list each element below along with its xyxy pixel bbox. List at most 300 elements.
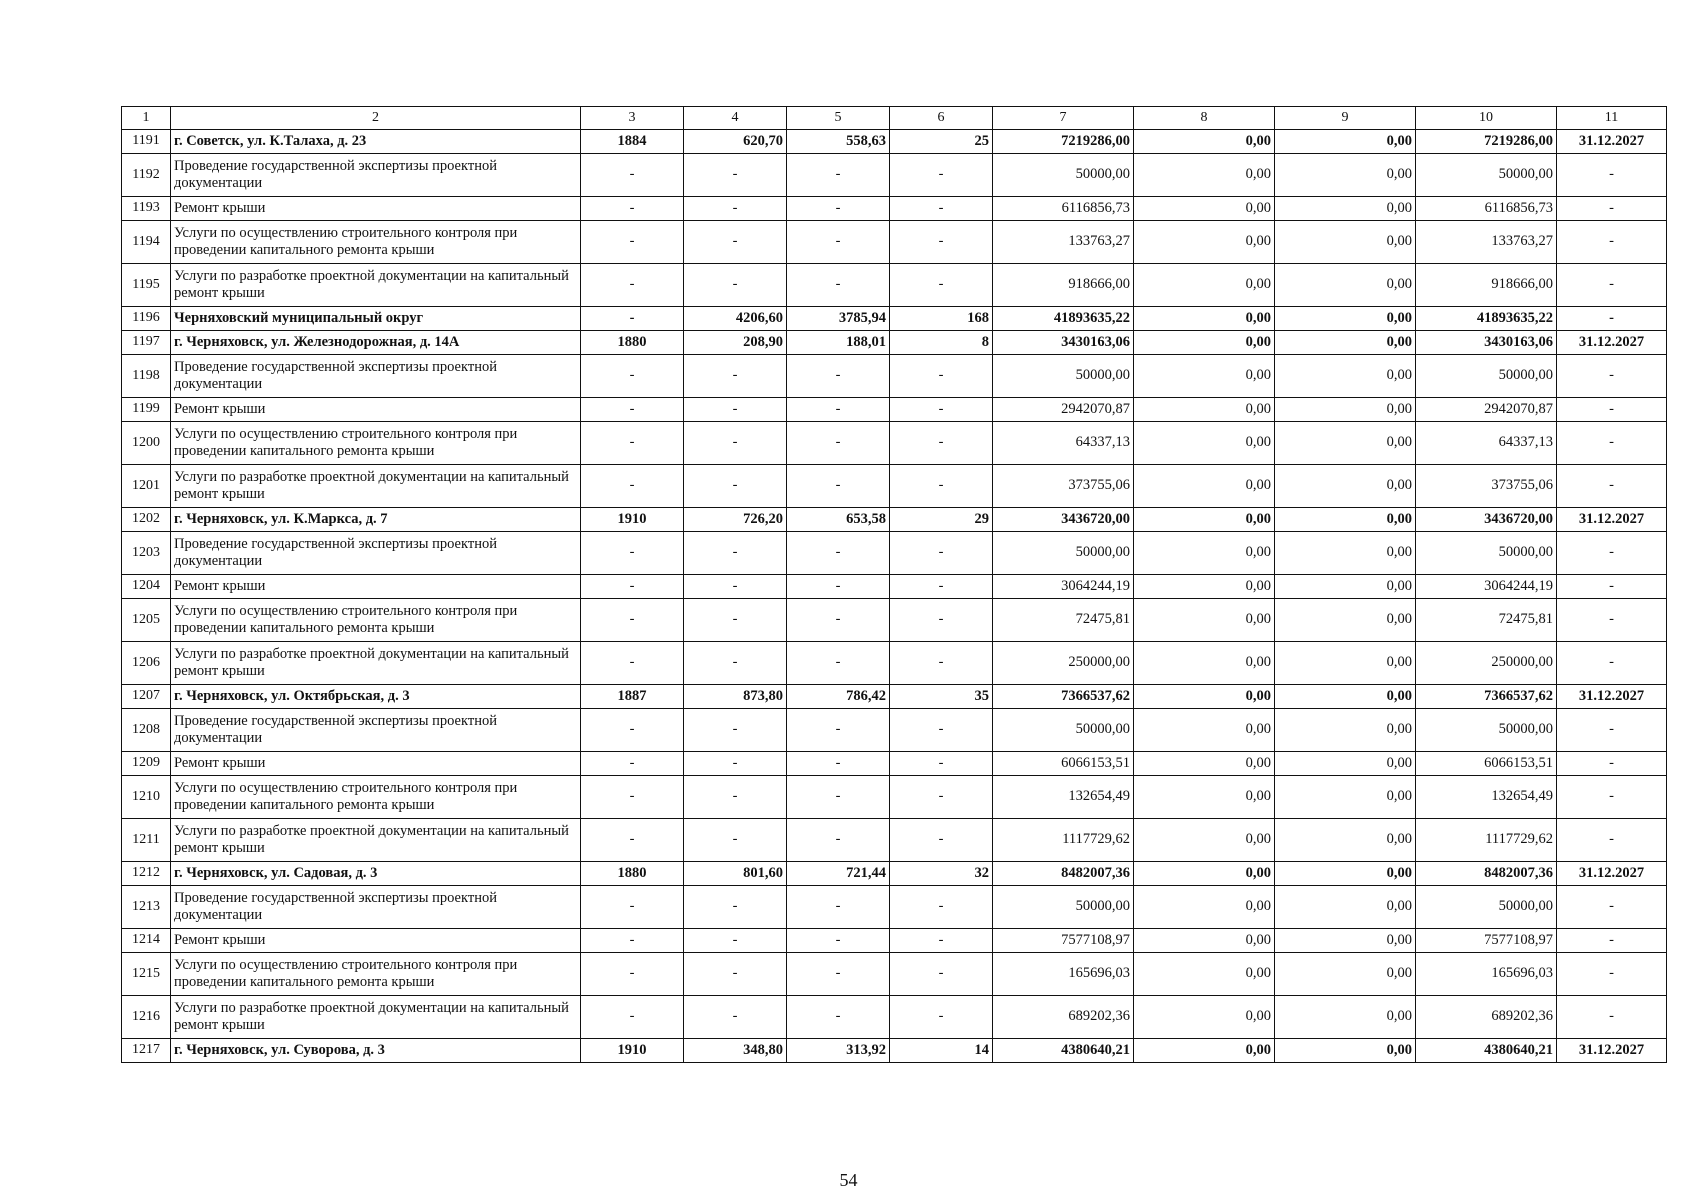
value-cell: - [890, 154, 993, 197]
amount-cell: 8482007,36 [993, 862, 1134, 886]
amount-cell: 0,00 [1275, 355, 1416, 398]
row-number-cell: 1212 [122, 862, 171, 886]
amount-cell: 7219286,00 [993, 130, 1134, 154]
date-cell: 31.12.2027 [1557, 685, 1667, 709]
amount-cell: 0,00 [1134, 532, 1275, 575]
year-cell: - [581, 642, 684, 685]
amount-cell: 8482007,36 [1416, 862, 1557, 886]
amount-cell: 50000,00 [993, 154, 1134, 197]
column-header: 2 [171, 107, 581, 130]
value-cell: 25 [890, 130, 993, 154]
amount-cell: 0,00 [1275, 331, 1416, 355]
row-name-cell: Черняховский муниципальный округ [171, 307, 581, 331]
value-cell: - [684, 886, 787, 929]
date-cell: - [1557, 355, 1667, 398]
amount-cell: 132654,49 [1416, 776, 1557, 819]
amount-cell: 6116856,73 [993, 197, 1134, 221]
row-name-cell: Услуги по осуществлению строительного контроля при проведении капитального ремонта крыши [171, 953, 581, 996]
date-cell: - [1557, 398, 1667, 422]
value-cell: 801,60 [684, 862, 787, 886]
value-cell: 653,58 [787, 508, 890, 532]
row-name-cell: Проведение государственной экспертизы проектной документации [171, 154, 581, 197]
year-cell: - [581, 398, 684, 422]
amount-cell: 0,00 [1275, 776, 1416, 819]
value-cell: - [787, 465, 890, 508]
date-cell: - [1557, 599, 1667, 642]
amount-cell: 50000,00 [993, 709, 1134, 752]
table-body [122, 107, 1667, 1063]
amount-cell: 0,00 [1275, 685, 1416, 709]
table-row [122, 331, 1667, 355]
row-number-cell: 1209 [122, 752, 171, 776]
value-cell: - [787, 599, 890, 642]
amount-cell: 0,00 [1275, 508, 1416, 532]
row-number-cell: 1199 [122, 398, 171, 422]
row-number-cell: 1193 [122, 197, 171, 221]
value-cell: - [684, 929, 787, 953]
year-cell: - [581, 307, 684, 331]
column-header: 11 [1557, 107, 1667, 130]
amount-cell: 3064244,19 [993, 575, 1134, 599]
amount-cell: 0,00 [1275, 130, 1416, 154]
amount-cell: 50000,00 [1416, 532, 1557, 575]
amount-cell: 50000,00 [1416, 154, 1557, 197]
row-name-cell: г. Черняховск, ул. Суворова, д. 3 [171, 1039, 581, 1063]
date-cell: 31.12.2027 [1557, 508, 1667, 532]
value-cell: - [787, 532, 890, 575]
amount-cell: 0,00 [1275, 1039, 1416, 1063]
value-cell: - [787, 642, 890, 685]
value-cell: 348,80 [684, 1039, 787, 1063]
amount-cell: 0,00 [1275, 886, 1416, 929]
value-cell: - [890, 398, 993, 422]
date-cell: 31.12.2027 [1557, 862, 1667, 886]
row-name-cell: Проведение государственной экспертизы проектной документации [171, 886, 581, 929]
date-cell: - [1557, 996, 1667, 1039]
value-cell: - [684, 819, 787, 862]
year-cell: - [581, 154, 684, 197]
column-header: 9 [1275, 107, 1416, 130]
year-cell: - [581, 819, 684, 862]
row-number-cell: 1203 [122, 532, 171, 575]
value-cell: - [684, 575, 787, 599]
value-cell: 8 [890, 331, 993, 355]
amount-cell: 3430163,06 [1416, 331, 1557, 355]
row-number-cell: 1217 [122, 1039, 171, 1063]
amount-cell: 0,00 [1134, 422, 1275, 465]
row-number-cell: 1197 [122, 331, 171, 355]
column-header: 8 [1134, 107, 1275, 130]
value-cell: - [890, 465, 993, 508]
value-cell: - [684, 154, 787, 197]
value-cell: - [890, 953, 993, 996]
date-cell: - [1557, 154, 1667, 197]
row-name-cell: Услуги по осуществлению строительного контроля при проведении капитального ремонта крыши [171, 776, 581, 819]
amount-cell: 0,00 [1134, 929, 1275, 953]
amount-cell: 7577108,97 [1416, 929, 1557, 953]
amount-cell: 373755,06 [993, 465, 1134, 508]
table-row [122, 862, 1667, 886]
value-cell: - [684, 709, 787, 752]
amount-cell: 4380640,21 [993, 1039, 1134, 1063]
year-cell: 1887 [581, 685, 684, 709]
amount-cell: 0,00 [1134, 953, 1275, 996]
amount-cell: 0,00 [1275, 197, 1416, 221]
amount-cell: 0,00 [1134, 685, 1275, 709]
value-cell: - [787, 929, 890, 953]
amount-cell: 0,00 [1275, 532, 1416, 575]
row-number-cell: 1200 [122, 422, 171, 465]
value-cell: - [890, 709, 993, 752]
amount-cell: 50000,00 [1416, 355, 1557, 398]
date-cell: - [1557, 264, 1667, 307]
amount-cell: 50000,00 [1416, 886, 1557, 929]
column-header: 4 [684, 107, 787, 130]
date-cell: - [1557, 886, 1667, 929]
amount-cell: 0,00 [1134, 264, 1275, 307]
year-cell: - [581, 465, 684, 508]
amount-cell: 0,00 [1275, 752, 1416, 776]
value-cell: - [787, 154, 890, 197]
amount-cell: 0,00 [1275, 154, 1416, 197]
amount-cell: 3430163,06 [993, 331, 1134, 355]
amount-cell: 72475,81 [1416, 599, 1557, 642]
row-number-cell: 1206 [122, 642, 171, 685]
value-cell: 3785,94 [787, 307, 890, 331]
table-row [122, 685, 1667, 709]
year-cell: - [581, 709, 684, 752]
amount-cell: 0,00 [1275, 929, 1416, 953]
amount-cell: 0,00 [1134, 307, 1275, 331]
amount-cell: 689202,36 [993, 996, 1134, 1039]
row-number-cell: 1213 [122, 886, 171, 929]
table-row [122, 886, 1667, 929]
value-cell: - [787, 355, 890, 398]
amount-cell: 0,00 [1134, 1039, 1275, 1063]
amount-cell: 0,00 [1134, 599, 1275, 642]
table-row [122, 752, 1667, 776]
amount-cell: 0,00 [1275, 422, 1416, 465]
amount-cell: 6116856,73 [1416, 197, 1557, 221]
table-row [122, 819, 1667, 862]
value-cell: 35 [890, 685, 993, 709]
row-number-cell: 1202 [122, 508, 171, 532]
year-cell: - [581, 355, 684, 398]
amount-cell: 0,00 [1134, 197, 1275, 221]
row-number-cell: 1194 [122, 221, 171, 264]
value-cell: - [890, 819, 993, 862]
amount-cell: 0,00 [1275, 642, 1416, 685]
amount-cell: 0,00 [1134, 862, 1275, 886]
row-name-cell: г. Черняховск, ул. Железнодорожная, д. 14А [171, 331, 581, 355]
value-cell: - [890, 532, 993, 575]
row-name-cell: Услуги по осуществлению строительного контроля при проведении капитального ремонта крыши [171, 221, 581, 264]
amount-cell: 3064244,19 [1416, 575, 1557, 599]
table-row [122, 599, 1667, 642]
date-cell: - [1557, 776, 1667, 819]
row-number-cell: 1214 [122, 929, 171, 953]
date-cell: - [1557, 307, 1667, 331]
value-cell: 14 [890, 1039, 993, 1063]
amount-cell: 0,00 [1134, 996, 1275, 1039]
row-number-cell: 1215 [122, 953, 171, 996]
date-cell: - [1557, 422, 1667, 465]
value-cell: - [890, 264, 993, 307]
year-cell: - [581, 929, 684, 953]
row-name-cell: Ремонт крыши [171, 752, 581, 776]
row-name-cell: Услуги по разработке проектной документации на капитальный ремонт крыши [171, 264, 581, 307]
amount-cell: 0,00 [1275, 221, 1416, 264]
amount-cell: 50000,00 [993, 532, 1134, 575]
table-row [122, 398, 1667, 422]
value-cell: - [684, 465, 787, 508]
value-cell: - [684, 752, 787, 776]
value-cell: - [890, 575, 993, 599]
value-cell: - [684, 776, 787, 819]
value-cell: - [890, 752, 993, 776]
amount-cell: 250000,00 [1416, 642, 1557, 685]
value-cell: - [684, 532, 787, 575]
row-name-cell: Услуги по разработке проектной документации на капитальный ремонт крыши [171, 996, 581, 1039]
table-row [122, 221, 1667, 264]
table-row [122, 532, 1667, 575]
value-cell: - [684, 953, 787, 996]
date-cell: - [1557, 197, 1667, 221]
column-number-header-row [122, 107, 1667, 130]
table-row [122, 1039, 1667, 1063]
table-row [122, 508, 1667, 532]
amount-cell: 689202,36 [1416, 996, 1557, 1039]
date-cell: - [1557, 709, 1667, 752]
amount-cell: 0,00 [1275, 709, 1416, 752]
table-row [122, 465, 1667, 508]
row-name-cell: Проведение государственной экспертизы проектной документации [171, 709, 581, 752]
year-cell: - [581, 886, 684, 929]
value-cell: 786,42 [787, 685, 890, 709]
row-number-cell: 1198 [122, 355, 171, 398]
amount-cell: 0,00 [1275, 996, 1416, 1039]
year-cell: 1884 [581, 130, 684, 154]
value-cell: - [890, 422, 993, 465]
year-cell: - [581, 575, 684, 599]
value-cell: 313,92 [787, 1039, 890, 1063]
table-row [122, 422, 1667, 465]
year-cell: - [581, 599, 684, 642]
amount-cell: 0,00 [1134, 709, 1275, 752]
column-header: 3 [581, 107, 684, 130]
table-row [122, 996, 1667, 1039]
column-header: 1 [122, 107, 171, 130]
row-name-cell: Услуги по разработке проектной документации на капитальный ремонт крыши [171, 642, 581, 685]
row-name-cell: Ремонт крыши [171, 197, 581, 221]
amount-cell: 72475,81 [993, 599, 1134, 642]
row-number-cell: 1195 [122, 264, 171, 307]
year-cell: - [581, 264, 684, 307]
table-row [122, 709, 1667, 752]
value-cell: - [890, 929, 993, 953]
value-cell: - [787, 398, 890, 422]
value-cell: - [787, 264, 890, 307]
amount-cell: 0,00 [1134, 642, 1275, 685]
amount-cell: 3436720,00 [1416, 508, 1557, 532]
value-cell: - [890, 599, 993, 642]
row-number-cell: 1201 [122, 465, 171, 508]
value-cell: - [787, 776, 890, 819]
value-cell: - [684, 398, 787, 422]
value-cell: - [787, 886, 890, 929]
value-cell: - [684, 996, 787, 1039]
date-cell: - [1557, 953, 1667, 996]
row-name-cell: г. Черняховск, ул. Садовая, д. 3 [171, 862, 581, 886]
amount-cell: 64337,13 [1416, 422, 1557, 465]
value-cell: 32 [890, 862, 993, 886]
value-cell: 168 [890, 307, 993, 331]
value-cell: - [787, 953, 890, 996]
amount-cell: 50000,00 [993, 355, 1134, 398]
amount-cell: 1117729,62 [993, 819, 1134, 862]
table-row [122, 264, 1667, 307]
amount-cell: 0,00 [1275, 599, 1416, 642]
table-row [122, 929, 1667, 953]
amount-cell: 0,00 [1275, 575, 1416, 599]
amount-cell: 918666,00 [1416, 264, 1557, 307]
amount-cell: 0,00 [1134, 886, 1275, 929]
row-number-cell: 1192 [122, 154, 171, 197]
amount-cell: 41893635,22 [1416, 307, 1557, 331]
value-cell: 188,01 [787, 331, 890, 355]
amount-cell: 0,00 [1275, 307, 1416, 331]
amount-cell: 165696,03 [993, 953, 1134, 996]
column-header: 5 [787, 107, 890, 130]
value-cell: - [684, 197, 787, 221]
value-cell: - [890, 355, 993, 398]
row-number-cell: 1208 [122, 709, 171, 752]
amount-cell: 4380640,21 [1416, 1039, 1557, 1063]
year-cell: 1880 [581, 862, 684, 886]
amount-cell: 0,00 [1275, 264, 1416, 307]
amount-cell: 50000,00 [1416, 709, 1557, 752]
year-cell: - [581, 953, 684, 996]
value-cell: 558,63 [787, 130, 890, 154]
amount-cell: 0,00 [1275, 465, 1416, 508]
row-name-cell: Проведение государственной экспертизы проектной документации [171, 532, 581, 575]
value-cell: - [787, 996, 890, 1039]
year-cell: 1880 [581, 331, 684, 355]
value-cell: - [787, 752, 890, 776]
amount-cell: 250000,00 [993, 642, 1134, 685]
amount-cell: 3436720,00 [993, 508, 1134, 532]
date-cell: 31.12.2027 [1557, 130, 1667, 154]
date-cell: - [1557, 465, 1667, 508]
date-cell: - [1557, 221, 1667, 264]
row-number-cell: 1196 [122, 307, 171, 331]
row-number-cell: 1205 [122, 599, 171, 642]
value-cell: - [787, 819, 890, 862]
value-cell: - [684, 599, 787, 642]
table-row [122, 776, 1667, 819]
row-number-cell: 1191 [122, 130, 171, 154]
row-number-cell: 1211 [122, 819, 171, 862]
amount-cell: 0,00 [1134, 465, 1275, 508]
row-name-cell: г. Черняховск, ул. К.Маркса, д. 7 [171, 508, 581, 532]
amount-cell: 0,00 [1134, 154, 1275, 197]
row-name-cell: Услуги по осуществлению строительного контроля при проведении капитального ремонта крыши [171, 599, 581, 642]
year-cell: - [581, 197, 684, 221]
date-cell: - [1557, 642, 1667, 685]
value-cell: 620,70 [684, 130, 787, 154]
table-row [122, 575, 1667, 599]
value-cell: - [787, 575, 890, 599]
date-cell: 31.12.2027 [1557, 1039, 1667, 1063]
amount-cell: 0,00 [1134, 130, 1275, 154]
amount-cell: 373755,06 [1416, 465, 1557, 508]
date-cell: - [1557, 929, 1667, 953]
amount-cell: 0,00 [1134, 819, 1275, 862]
date-cell: - [1557, 575, 1667, 599]
value-cell: - [890, 776, 993, 819]
value-cell: - [890, 996, 993, 1039]
amount-cell: 0,00 [1275, 819, 1416, 862]
row-name-cell: г. Советск, ул. К.Талаха, д. 23 [171, 130, 581, 154]
year-cell: - [581, 422, 684, 465]
amount-cell: 132654,49 [993, 776, 1134, 819]
amount-cell: 0,00 [1275, 862, 1416, 886]
year-cell: 1910 [581, 508, 684, 532]
year-cell: - [581, 752, 684, 776]
amount-cell: 7366537,62 [993, 685, 1134, 709]
amount-cell: 0,00 [1134, 331, 1275, 355]
year-cell: - [581, 996, 684, 1039]
value-cell: - [684, 264, 787, 307]
year-cell: - [581, 221, 684, 264]
row-name-cell: г. Черняховск, ул. Октябрьская, д. 3 [171, 685, 581, 709]
amount-cell: 7577108,97 [993, 929, 1134, 953]
amount-cell: 165696,03 [1416, 953, 1557, 996]
amount-cell: 1117729,62 [1416, 819, 1557, 862]
row-number-cell: 1216 [122, 996, 171, 1039]
amount-cell: 0,00 [1134, 398, 1275, 422]
year-cell: 1910 [581, 1039, 684, 1063]
amount-cell: 0,00 [1134, 508, 1275, 532]
amount-cell: 0,00 [1275, 953, 1416, 996]
row-name-cell: Услуги по разработке проектной документации на капитальный ремонт крыши [171, 819, 581, 862]
amount-cell: 0,00 [1134, 221, 1275, 264]
amount-cell: 133763,27 [1416, 221, 1557, 264]
value-cell: - [890, 221, 993, 264]
amount-cell: 0,00 [1134, 355, 1275, 398]
column-header: 6 [890, 107, 993, 130]
table-row [122, 154, 1667, 197]
row-number-cell: 1204 [122, 575, 171, 599]
value-cell: - [787, 422, 890, 465]
column-header: 10 [1416, 107, 1557, 130]
value-cell: - [890, 197, 993, 221]
table-row [122, 642, 1667, 685]
row-name-cell: Ремонт крыши [171, 575, 581, 599]
date-cell: - [1557, 752, 1667, 776]
value-cell: - [684, 221, 787, 264]
value-cell: - [787, 197, 890, 221]
value-cell: - [890, 642, 993, 685]
date-cell: 31.12.2027 [1557, 331, 1667, 355]
amount-cell: 6066153,51 [993, 752, 1134, 776]
amount-cell: 133763,27 [993, 221, 1134, 264]
value-cell: - [684, 422, 787, 465]
row-number-cell: 1207 [122, 685, 171, 709]
table-row [122, 953, 1667, 996]
date-cell: - [1557, 532, 1667, 575]
amount-cell: 0,00 [1134, 575, 1275, 599]
